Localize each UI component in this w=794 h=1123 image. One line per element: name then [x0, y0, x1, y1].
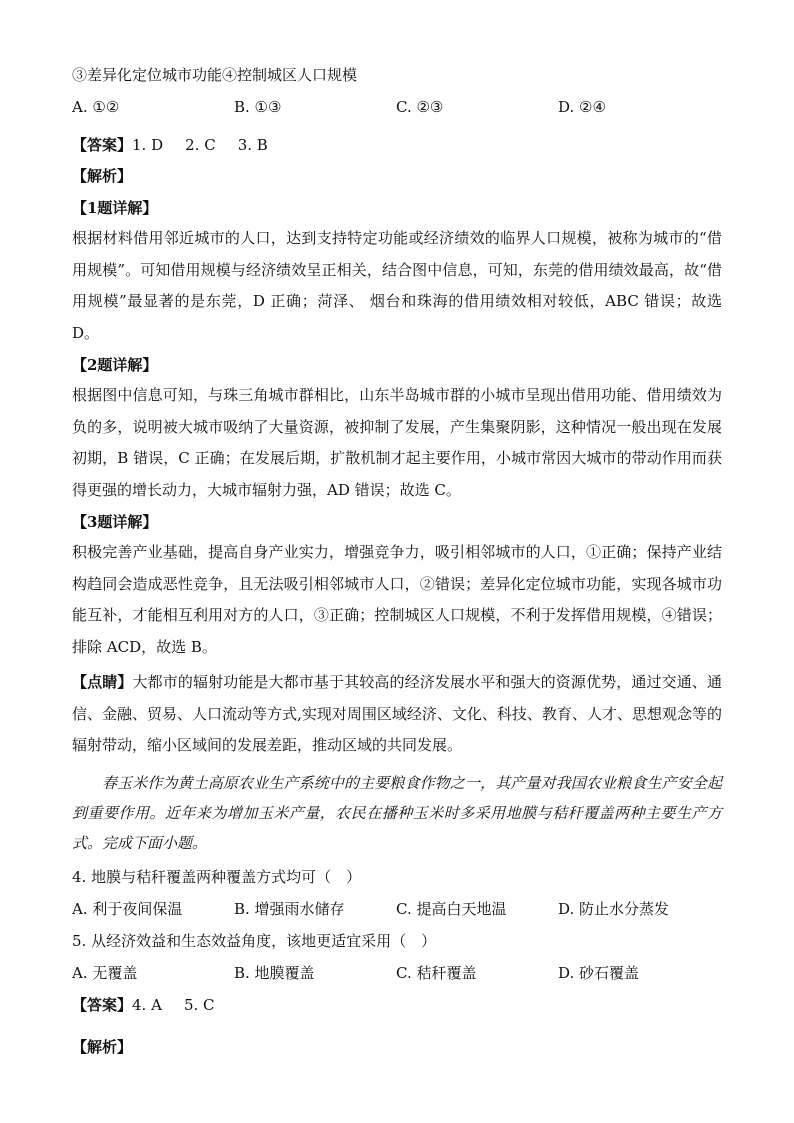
answer-1: 1. D: [132, 136, 164, 154]
dianjing-paragraph: [72, 667, 722, 762]
detail-1-title: 【1题详解】: [72, 199, 158, 217]
answer-tag: 【答案】: [72, 136, 133, 154]
q5-options: [72, 962, 722, 984]
detail-3-title: 【3题详解】: [72, 513, 158, 531]
q3-option-a: A. ①②: [72, 98, 120, 116]
q4-options: [72, 898, 722, 920]
analysis-heading-2: 【解析】: [72, 1037, 133, 1056]
analysis-heading-1: 【解析】: [72, 167, 133, 185]
material-paragraph: 春玉米作为黄土高原农业生产系统中的主要粮食作物之一，其产量对我国农业粮食生产安全起到重要作用。近年来为增加玉米产量，农民在播种玉米时多采用地膜与秸秆覆盖两种主要生产方式。完成下面小题。: [72, 773, 722, 852]
detail-2-title: 【2题详解】: [72, 356, 158, 374]
q4-option-b: B. 增强雨水储存: [234, 899, 345, 918]
q3-option-d: D. ②④: [558, 98, 606, 116]
q3-option-b: B. ①③: [234, 98, 282, 116]
answer-2: 2. C: [185, 136, 216, 154]
q4-option-c: C. 提高白天地温: [396, 899, 507, 918]
document-page: [72, 62, 722, 1058]
q4-stem: 4. 地膜与秸秆覆盖两种覆盖方式均可（ ）: [72, 867, 362, 886]
dianjing-body: 大都市的辐射功能是大都市基于其较高的经济发展水平和强大的资源优势，通过交通、通信、金融、贸易、人口流动等方式,实现对周围区域经济、文化、科技、教育、人才、思想观念等的辐射带动，缩小区域间的发展差距，推动区域的共同发展。: [72, 673, 722, 754]
answer-tag-2: 【答案】: [72, 995, 133, 1014]
answer-line-2: [72, 994, 722, 1016]
q5-option-a: A. 无覆盖: [72, 963, 138, 982]
q3-options: [72, 96, 722, 118]
answer-3: 3. B: [237, 136, 268, 154]
answer-4: 4. A: [132, 995, 162, 1014]
detail-3-body: 积极完善产业基础，提高自身产业实力，增强竞争力，吸引相邻城市的人口，①正确；保持产业结构趋同会造成恶性竞争，且无法吸引相邻城市人口，②错误；差异化定位城市功能，实现各城市功能互补，才能相互利用对方的人口，③正确；控制城区人口规模，不利于发挥借用规模，④错误；排除 ACD，故选 B。: [72, 543, 722, 656]
answer-5: 5. C: [183, 995, 215, 1014]
q5-option-c: C. 秸秆覆盖: [396, 963, 477, 982]
q5-option-b: B. 地膜覆盖: [234, 963, 315, 982]
q4-option-a: A. 利于夜间保温: [72, 899, 183, 918]
answer-line-1: [72, 134, 722, 156]
detail-2-body: 根据图中信息可知，与珠三角城市群相比，山东半岛城市群的小城市呈现出借用功能、借用绩效为负的多，说明被大城市吸纳了大量资源，被抑制了发展，产生集聚阴影，这种情况一般出现在发展初期，B 错误，C 正确；在发展后期，扩散机制才起主要作用，小城市常因大城市的带动作用而获得更强的增长动力，大城市辐射力强，AD 错误；故选 C。: [72, 386, 722, 499]
q5-option-d: D. 砂石覆盖: [558, 963, 640, 982]
detail-1-body: 根据材料借用邻近城市的人口，达到支持特定功能或经济绩效的临界人口规模，被称为城市的“借用规模”。可知借用规模与经济绩效呈正相关，结合图中信息，可知，东莞的借用绩效最高，故“借用规模”最显著的是东莞，D 正确；菏泽、 烟台和珠海的借用绩效相对较低，ABC 错误；故选 D。: [72, 229, 722, 342]
dianjing-tag: 【点睛】: [72, 673, 133, 691]
q5-stem: 5. 从经济效益和生态效益角度，该地更适宜采用（ ）: [72, 931, 437, 950]
q3-options-tail: ③差异化定位城市功能④控制城区人口规模: [72, 66, 358, 84]
q4-option-d: D. 防止水分蒸发: [558, 899, 670, 918]
q3-option-c: C. ②③: [396, 98, 444, 116]
